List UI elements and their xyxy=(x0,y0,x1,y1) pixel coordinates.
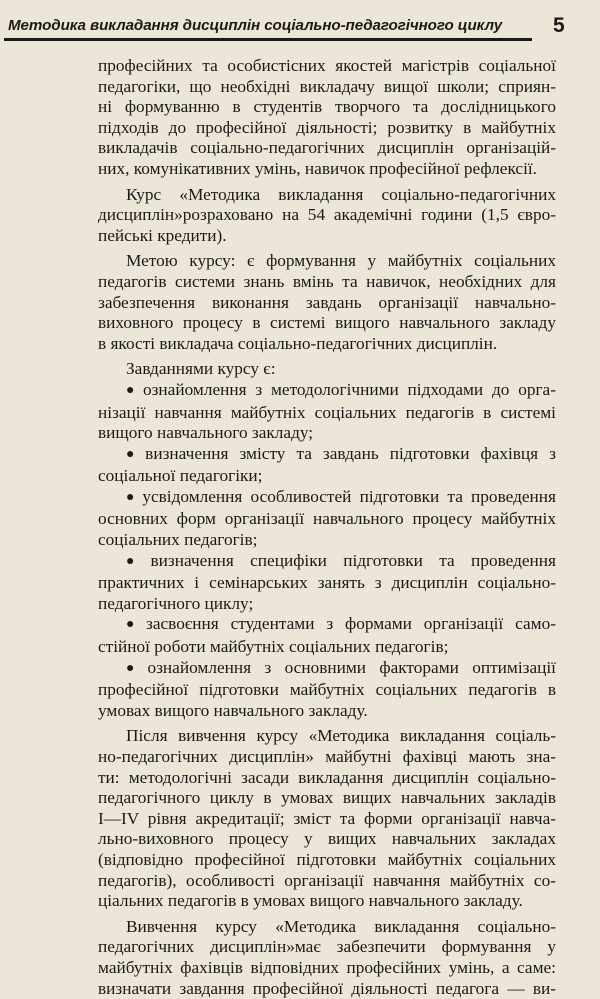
line-text: педагогічного циклу в умовах вищих навчальних закладів xyxy=(98,788,556,808)
line-text: Завданнями курсу є: xyxy=(126,359,276,379)
line-text: Курс «Методика викладання соціально-педагогічних xyxy=(126,184,556,204)
page-number: 5 xyxy=(553,14,565,37)
text-line xyxy=(98,313,556,334)
text-line xyxy=(98,979,556,999)
line-text: усвідомлення особливостей підготовки та проведення xyxy=(142,486,556,506)
line-text: (відповідно професійної підготовки майбутніх соціальних xyxy=(98,849,556,869)
text-line xyxy=(98,958,556,979)
text-line xyxy=(98,403,556,424)
text-line xyxy=(98,423,556,444)
text-line xyxy=(98,97,556,118)
line-text: підходів до професійної діяльності; розвитку в майбутніх xyxy=(98,117,556,137)
text-line xyxy=(98,118,556,139)
header-rule xyxy=(4,38,532,41)
line-text: I—IV рівня акредитації; зміст та форми організації навча- xyxy=(98,808,556,828)
line-text: педагогічних дисциплін»має забезпечити формування у xyxy=(98,937,556,957)
line-text: соціальних педагогів; xyxy=(98,530,258,550)
bullet-line xyxy=(98,658,556,681)
line-text: забезпечення виконання завдань організації навчально- xyxy=(98,292,556,312)
line-text: педагогіки, що необхідні викладачу вищої школи; сприян- xyxy=(98,76,556,96)
text-line xyxy=(98,891,556,912)
body-text xyxy=(98,56,556,999)
text-line xyxy=(98,56,556,77)
text-line xyxy=(98,138,556,159)
line-text: ні формуванню в студентів творчого та дослідницького xyxy=(98,97,556,117)
line-text: стійної роботи майбутніх соціальних педагогів; xyxy=(98,637,449,657)
text-line xyxy=(98,680,556,701)
line-text: основних форм організації навчального процесу майбутніх xyxy=(98,509,556,529)
bullet-icon: ● xyxy=(126,489,139,505)
text-line xyxy=(98,293,556,314)
line-text: Після вивчення курсу «Методика викладання соціаль- xyxy=(126,726,556,746)
line-text: професійних та особистісних якостей магістрів соціальної xyxy=(98,56,556,75)
text-line xyxy=(98,509,556,530)
text-line xyxy=(98,205,556,226)
line-text: педагогічного циклу; xyxy=(98,593,254,613)
text-line xyxy=(98,788,556,809)
text-line xyxy=(98,359,556,380)
line-text: викладачів соціально-педагогічних дисциплін організацій- xyxy=(98,138,556,158)
text-line xyxy=(98,77,556,98)
text-line xyxy=(98,871,556,892)
text-line xyxy=(98,334,556,355)
line-text: Вивчення курсу «Методика викладання соціально- xyxy=(126,916,556,936)
line-text: ціальних педагогів в умовах вищого навчального закладу. xyxy=(98,891,523,911)
text-line xyxy=(98,747,556,768)
line-text: льно-виховного процесу у вищих навчальних закладах xyxy=(98,829,556,849)
bullet-line xyxy=(98,614,556,637)
line-text: ознайомлення з методологічними підходами до орга- xyxy=(142,379,556,399)
text-line xyxy=(98,530,556,551)
bullet-icon: ● xyxy=(126,617,143,633)
text-line xyxy=(98,809,556,830)
line-text: умовах вищого навчального закладу. xyxy=(98,700,368,720)
line-text: педагогів), особливості організації навчання майбутніх со- xyxy=(98,870,556,890)
line-text: них, комунікативних умінь, навичок професійної рефлексії. xyxy=(98,158,537,178)
bullet-icon: ● xyxy=(126,660,144,676)
text-line xyxy=(98,594,556,615)
text-line xyxy=(98,917,556,938)
text-line xyxy=(98,726,556,747)
line-text: ознайомлення з основними факторами оптимізації xyxy=(147,657,556,677)
line-text: дисциплін»розраховано на 54 академічні години (1,5 євро- xyxy=(98,205,556,225)
line-text: засвоєння студентами з формами організації само- xyxy=(146,614,556,634)
text-line xyxy=(98,226,556,247)
line-text: в якості викладача соціально-педагогічних дисциплін. xyxy=(98,333,498,353)
text-line xyxy=(98,701,556,722)
text-line xyxy=(98,768,556,789)
bullet-line xyxy=(98,444,556,467)
line-text: педагогів системи знань вмінь та навичок, необхідних для xyxy=(98,271,556,291)
text-line xyxy=(98,251,556,272)
running-header xyxy=(0,0,600,44)
text-line xyxy=(98,159,556,180)
line-text: виховного процесу в системі вищого навчального закладу xyxy=(98,313,556,333)
line-text: ти: методологічні засади викладання дисциплін соціально- xyxy=(98,767,556,787)
text-line xyxy=(98,573,556,594)
running-header-title: Методика викладання дисциплін соціально-педагогічного циклу xyxy=(8,17,503,34)
line-text: визначення специфіки підготовки та проведення xyxy=(150,550,556,570)
line-text: професійної підготовки майбутніх соціальних педагогів в xyxy=(98,680,556,700)
line-text: визначення змісту та завдань підготовки фахівця з xyxy=(145,443,556,463)
text-line xyxy=(98,185,556,206)
text-line xyxy=(98,466,556,487)
line-text: Метою курсу: є формування у майбутніх соціальних xyxy=(126,251,556,271)
bullet-icon: ● xyxy=(126,446,142,462)
line-text: но-педагогічних дисциплін» майбутні фахівці мають зна- xyxy=(98,747,556,766)
text-line xyxy=(98,637,556,658)
line-text: пейські кредити). xyxy=(98,225,227,245)
text-line xyxy=(98,937,556,958)
bullet-icon: ● xyxy=(126,382,139,398)
bullet-line xyxy=(98,487,556,510)
line-text: вищого навчального закладу; xyxy=(98,423,314,443)
line-text: майбутніх фахівців відповідних професійних умінь, а саме: xyxy=(98,957,556,977)
bullet-line xyxy=(98,551,556,574)
line-text: нізації навчання майбутніх соціальних педагогів в системі xyxy=(98,402,556,422)
line-text: соціальної педагогіки; xyxy=(98,466,263,486)
text-line xyxy=(98,829,556,850)
text-line xyxy=(98,850,556,871)
line-text: практичних і семінарських занять з дисциплін соціально- xyxy=(98,573,556,593)
text-line xyxy=(98,272,556,293)
bullet-line xyxy=(98,380,556,403)
bullet-icon: ● xyxy=(126,553,147,569)
line-text: визначати завдання професійної діяльності педагога — ви- xyxy=(98,978,556,998)
